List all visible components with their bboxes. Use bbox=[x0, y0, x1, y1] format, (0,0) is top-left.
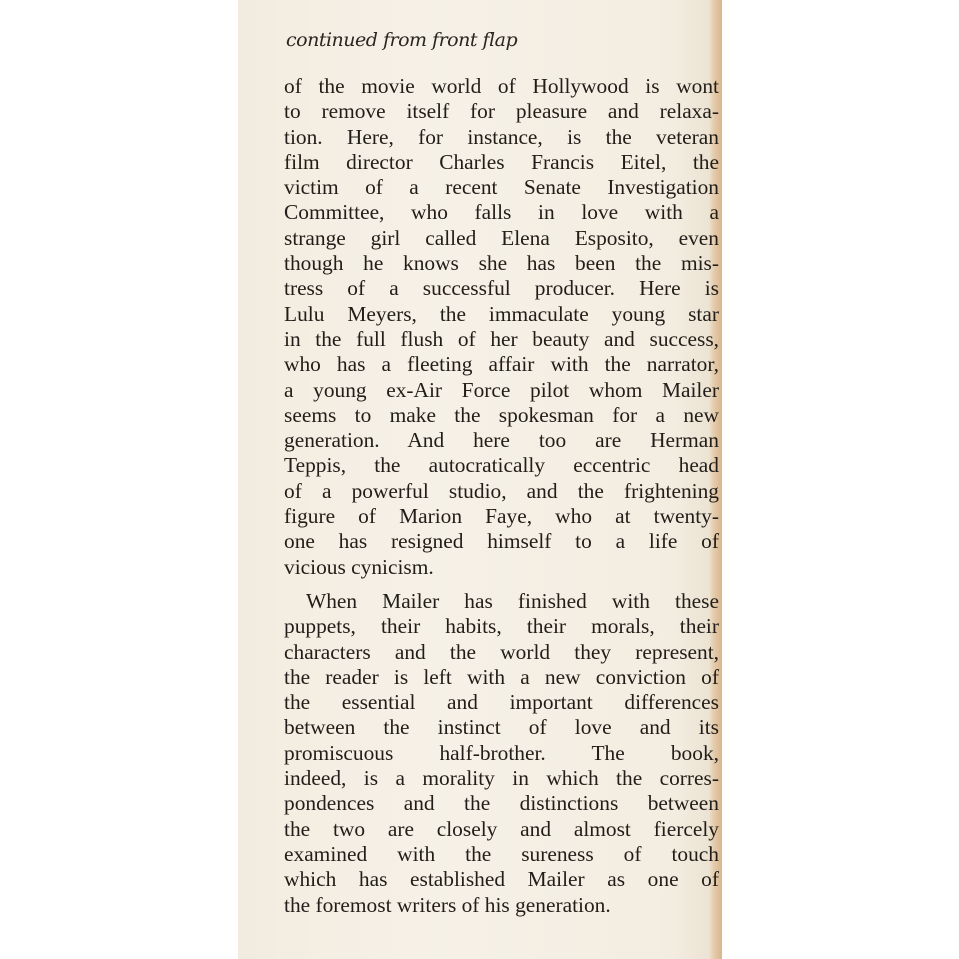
text-line: Teppis, the autocratically eccentric head bbox=[284, 453, 719, 478]
text-line: who has a fleeting affair with the narrator, bbox=[284, 352, 719, 377]
text-line: promiscuous half-brother. The book, bbox=[284, 740, 719, 765]
text-line: to remove itself for pleasure and relaxa- bbox=[284, 99, 719, 124]
text-line: the reader is left with a new conviction of bbox=[284, 664, 719, 689]
text-line: of a powerful studio, and the frightening bbox=[284, 478, 719, 503]
text-line: which has established Mailer as one of bbox=[284, 867, 719, 892]
text-line: generation. And here too are Herman bbox=[284, 428, 719, 453]
text-line: between the instinct of love and its bbox=[284, 715, 719, 740]
text-line: examined with the sureness of touch bbox=[284, 841, 719, 866]
paragraph-1 bbox=[284, 74, 719, 580]
text-line: puppets, their habits, their morals, their bbox=[284, 614, 719, 639]
text-line: the two are closely and almost fiercely bbox=[284, 816, 719, 841]
text-line: the foremost writers of his generation. bbox=[284, 892, 611, 917]
text-line: of the movie world of Hollywood is wont bbox=[284, 74, 719, 98]
text-line: Lulu Meyers, the immaculate young star bbox=[284, 301, 719, 326]
text-line: Committee, who falls in love with a bbox=[284, 200, 719, 225]
text-line: characters and the world they represent, bbox=[284, 639, 719, 664]
text-line: one has resigned himself to a life of bbox=[284, 529, 719, 554]
text-line: pondences and the distinctions between bbox=[284, 791, 719, 816]
text-line: When Mailer has finished with these bbox=[306, 589, 719, 613]
flap-heading: continued from front flap bbox=[286, 29, 518, 51]
text-line: indeed, is a morality in which the corres- bbox=[284, 766, 719, 791]
text-line: a young ex-Air Force pilot whom Mailer bbox=[284, 377, 719, 402]
text-line: vicious cynicism. bbox=[284, 554, 434, 579]
text-line: tion. Here, for instance, is the veteran bbox=[284, 124, 719, 149]
text-line: victim of a recent Senate Investigation bbox=[284, 175, 719, 200]
text-line: tress of a successful producer. Here is bbox=[284, 276, 719, 301]
paragraph-2 bbox=[284, 589, 719, 918]
text-line: seems to make the spokesman for a new bbox=[284, 402, 719, 427]
text-line: the essential and important differences bbox=[284, 690, 719, 715]
text-line: though he knows she has been the mis- bbox=[284, 251, 719, 276]
text-line: figure of Marion Faye, who at twenty- bbox=[284, 504, 719, 529]
text-line: strange girl called Elena Esposito, even bbox=[284, 225, 719, 250]
text-line: in the full flush of her beauty and success, bbox=[284, 326, 719, 351]
text-line: film director Charles Francis Eitel, the bbox=[284, 149, 719, 174]
